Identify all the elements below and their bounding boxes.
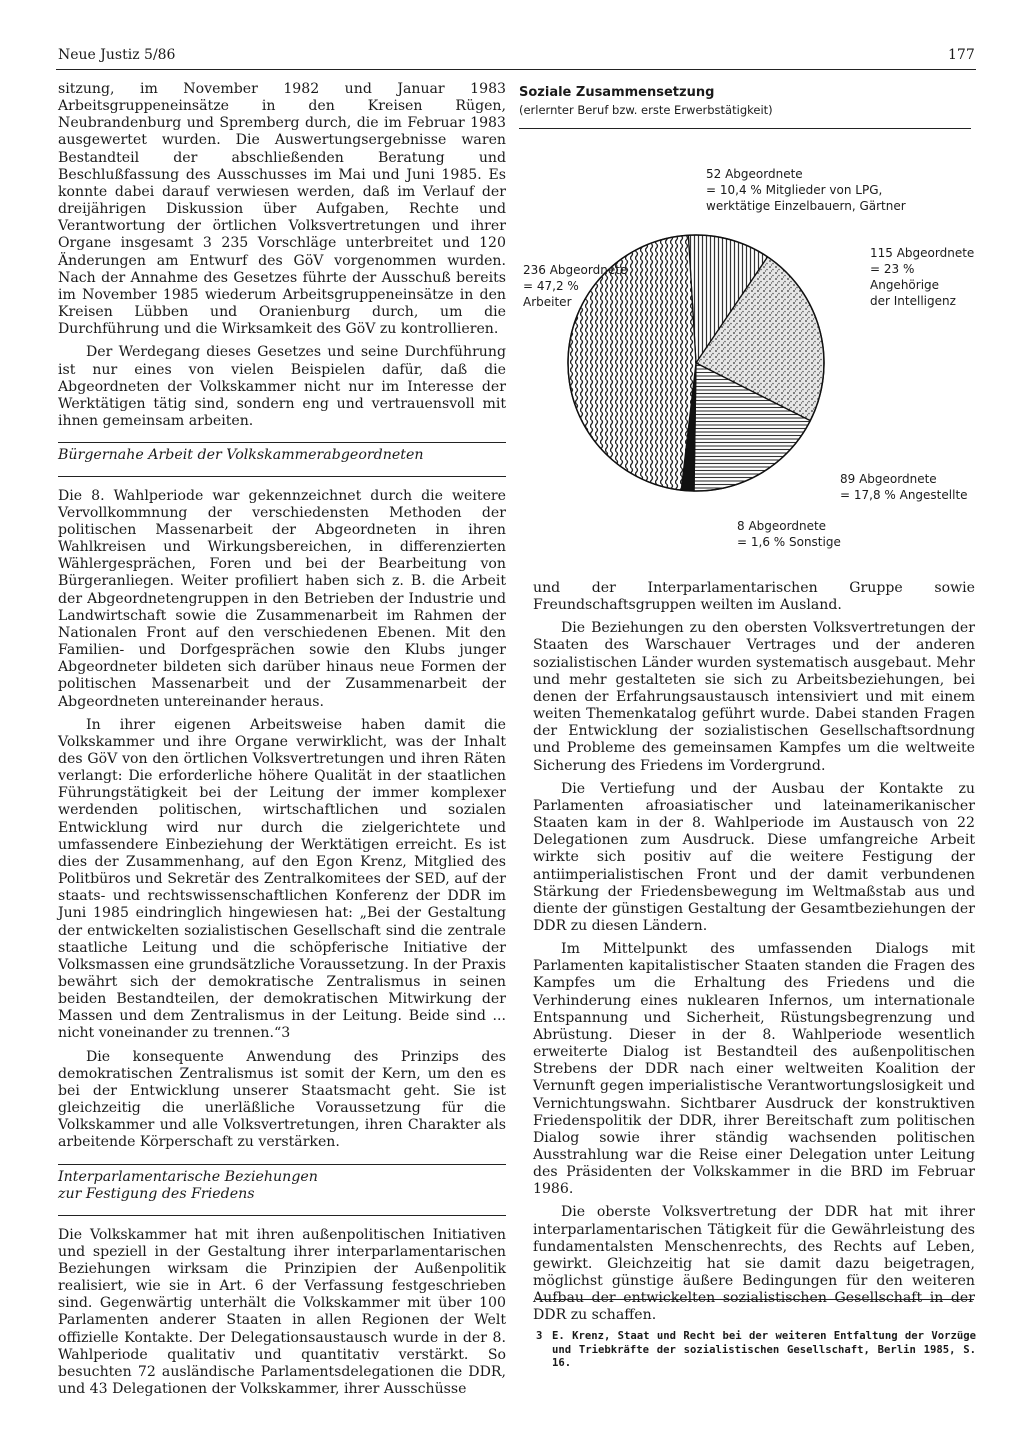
pie-label-line: 52 Abgeordnete [706,167,803,181]
right-paragraph-5: Die oberste Volksvertretung der DDR hat mit ihrer interparlamentarischen Tätigkeit für die Gewährleistung des fundamentalsten Menschenrechts, des Rechts auf Leben, gewirkt. Gleichzeitig hat sie damit dazu beigetragen, möglichst günstige äußere Bedingungen für den weiteren Aufbau der entwickelten sozialistischen Gesellschaft in der DDR zu schaffen. [533,1204,975,1324]
right-paragraph-2: Die Beziehungen zu den obersten Volksvertretungen der Staaten des Warschauer Vertrages und der anderen sozialistischen Länder wurden systematisch ausgebaut. Mehr und mehr gestalteten sie sich zu Arbeitsbeziehungen, bei denen der Erfahrungsaustausch intensiviert und mit einem weiten Themenkatalog geführt wurde. Dabei standen Fragen der Entwicklung der sozialistischen Gesellschaftsordnung und Probleme des gemeinsamen Kampfes um die weltweite Sicherung des Friedens im Vordergrund. [533,620,975,774]
footnote-text: E. Krenz, Staat und Recht bei der weiteren Entfaltung der Vorzüge und Triebkräfte der sozialistischen Gesellschaft, Berlin 1985, S. 16. [552,1330,976,1369]
right-paragraph-4: Im Mittelpunkt des umfassenden Dialogs mit Parlamenten kapitalistischer Staaten standen die Fragen des Kampfes um die Erhaltung des Friedens und die Verhinderung eines nuklearen Infernos, um internationale Entspannung und Sicherheit, Rüstungsbegrenzung und Abrüstung. Dieser in der 8. Wahlperiode wesentlich erweiterte Dialog ist Bestandteil des außenpolitischen Strebens der DDR nach einer weltweiten Koalition der Vernunft gegen imperialistische Verantwortungslosigkeit und Vernichtungswahn. Sichtbarer Ausdruck der konstruktiven Friedenspolitik der DDR, ihrer Bereitschaft zum politischen Dialog sowie ihrer ständig wachsenden politischen Ausstrahlung war die Reise einer Delegation unter Leitung des Präsidenten der Volkskammer in die BRD im Februar 1986. [533,941,975,1198]
footnote-rule [536,1299,974,1300]
pie-label-angestellte [840,472,968,502]
pie-label-line: der Intelligenz [870,294,956,308]
pie-label-line: = 10,4 % Mitglieder von LPG, [706,183,883,197]
pie-chart [505,140,975,565]
section-heading-line-1: Interparlamentarische Beziehungen [58,1168,318,1185]
right-paragraph-3: Die Vertiefung und der Ausbau der Kontakte zu Parlamenten afroasiatischer und lateinamerikanischer Staaten kam in der 8. Wahlperiode im Austausch von 22 Delegationen zum Ausdruck. Diese umfangreiche Arbeit wirkte sich positiv auf die weitere Festigung der antiimperialistischen Front und der damit verbundenen Stärkung der Friedensbewegung im Weltmaßstab aus und diente der günstigen Gestaltung der Gesamtbeziehungen der DDR zu diesen Ländern. [533,780,975,934]
section1-paragraph-2: In ihrer eigenen Arbeitsweise haben damit die Volkskammer und ihre Organe verwirklicht, was der Inhalt des GöV von den örtlichen Volksvertretungen und ihren Räten verlangt: Die erforderliche höhere Qualität in der staatlichen Führungstätigkeit bei der Leitung der immer komplexer werdenden politischen, wirtschaftlichen und sozialen Entwicklung wird nur durch die zielgerichtete und umfassendere Einbeziehung der Werktätigen erreicht. Es ist dies der Zusammenhang, auf den Egon Krenz, Mitglied des Politbüros und Sekretär des Zentralkomitees der SED, auf der staats- und rechtswissenschaftlichen Konferenz der DDR im Juni 1985 eindringlich hingewiesen hat: „Bei der Gestaltung der entwickelten sozialistischen Gesellschaft sind die zentrale staatliche Leitung und die schöpferische Initiative der Volksmassen eine grundsätzliche Voraussetzung. In der Praxis bewährt sich der demokratische Zentralismus in seinen beiden Bestandteilen, der demokratischen Mitwirkung der Massen und dem Zentralismus in der Leitung. Beide sind ... nicht voneinander zu trennen.“3 [58,716,506,1042]
pie-label-line: = 1,6 % Sonstige [737,535,841,549]
chart-subtitle: (erlernter Beruf bzw. erste Erwerbstätigkeit) [519,103,773,117]
chart-rule [519,128,971,129]
footnote [536,1330,976,1371]
pie-label-line: Angehörige [870,278,940,292]
page-number: 177 [948,47,975,63]
pie-label-sonstige [737,519,841,549]
left-column [58,81,506,1398]
header-rule [56,69,976,70]
pie-label-line: 236 Abgeordnete [523,263,628,277]
footnote-number: 3 [536,1330,543,1342]
running-head: Neue Justiz 5/86 [58,47,176,63]
pie-label-lpg [706,167,906,213]
intro-paragraph-1: sitzung, im November 1982 und Januar 1983 Arbeitsgruppeneinsätze in den Kreisen Rügen, Neubrandenburg und Spremberg durch, die im Februar 1983 ausgewertet wurden. Die Auswertungsergebnisse waren Bestandteil der abschließenden Beratung und Beschlußfassung des Ausschusses im Mai und Juni 1985. Es konnte dabei darauf verwiesen werden, daß im Verlauf der dreijährigen Diskussion über Aufgaben, Rechte und Verantwortung der örtlichen Volksvertretungen und ihrer Organe insgesamt 3 235 Vorschläge unterbreitet und 120 Änderungen am Entwurf des GöV vorgenommen wurden. Nach der Annahme des Gesetzes führte der Ausschuß bereits im November 1985 wiederum Arbeitsgruppeneinsätze in den Kreisen Lübben und Oranienburg durch, um die Durchführung und die Wirksamkeit des GöV zu kontrollieren. [58,81,506,338]
section1-paragraph-1: Die 8. Wahlperiode war gekennzeichnet durch die weitere Vervollkommnung der verschiedensten Methoden der politischen Massenarbeit der Abgeordneten in ihren Wahlkreisen und Wirkungsbereichen, in differenzierten Wählergesprächen, Foren und bei der Bearbeitung von Bürgeranliegen. Weiter profiliert haben sich z. B. die Arbeit der Abgeordnetengruppen in den Betrieben der Industrie und Landwirtschaft sowie die Zusammenarbeit im Rahmen der Nationalen Front auf den verschiedenen Ebenen. Mit den Familien- und Dorfgesprächen sowie den Klubs junger Abgeordneter bildeten sich darüber hinaus neue Formen der politischen Massenarbeit und der Zusammenarbeit der Abgeordneten untereinander heraus. [58,487,506,710]
right-paragraph-1: und der Interparlamentarischen Gruppe sowie Freundschaftsgruppen weilten im Ausland. [533,580,975,614]
pie-label-line: werktätige Einzelbauern, Gärtner [706,199,906,213]
right-column [533,580,975,1325]
section-heading-buergernahe-arbeit [58,442,506,477]
section-heading-line-2: zur Festigung des Friedens [58,1186,255,1203]
chart-title: Soziale Zusammensetzung [519,85,715,100]
pie-label-intelligenz [870,246,974,308]
section-heading-text: Bürgernahe Arbeit der Volkskammerabgeordneten [58,447,424,464]
intro-paragraph-2: Der Werdegang dieses Gesetzes und seine Durchführung ist nur eines von vielen Beispielen dafür, daß die Abgeordneten der Volkskammer nicht nur im Interesse der Werktätigen tätig sind, sondern eng und vertrauensvoll mit ihnen gemeinsam arbeiten. [58,344,506,429]
pie-label-line: = 23 % [870,262,915,276]
section-heading-interparlamentarische-beziehungen [58,1164,506,1216]
pie-label-line: 8 Abgeordnete [737,519,827,533]
section2-paragraph-1: Die Volkskammer hat mit ihren außenpolitischen Initiativen und speziell in der Gestaltung ihrer interparlamentarischen Beziehungen wirksam die Prinzipien der Außenpolitik realisiert, wie sie in Art. 6 der Verfassung festgeschrieben sind. Gegenwärtig unterhält die Volkskammer mit über 100 Parlamenten anderer Staaten in allen Regionen der Welt offizielle Kontakte. Der Delegationsaustausch wurde in der 8. Wahlperiode qualitativ und quantitativ verstärkt. So besuchten 72 ausländische Parlamentsdelegationen die DDR, und 43 Delegationen der Volkskammer, ihrer Ausschüsse [58,1226,506,1397]
pie-label-line: Arbeiter [523,295,572,309]
pie-label-line: = 17,8 % Angestellte [840,488,968,502]
pie-label-line: = 47,2 % [523,279,579,293]
pie-label-line: 115 Abgeordnete [870,246,975,260]
section1-paragraph-3: Die konsequente Anwendung des Prinzips des demokratischen Zentralismus ist somit der Kern, um den es bei der Entwicklung unserer Staatsmacht geht. Sie ist gleichzeitig die unerläßliche Voraussetzung für die Volkskammer und alle Volksvertretungen, ihren Charakter als arbeitende Körperschaft zu verstärken. [58,1048,506,1151]
pie-label-line: 89 Abgeordnete [840,472,937,486]
